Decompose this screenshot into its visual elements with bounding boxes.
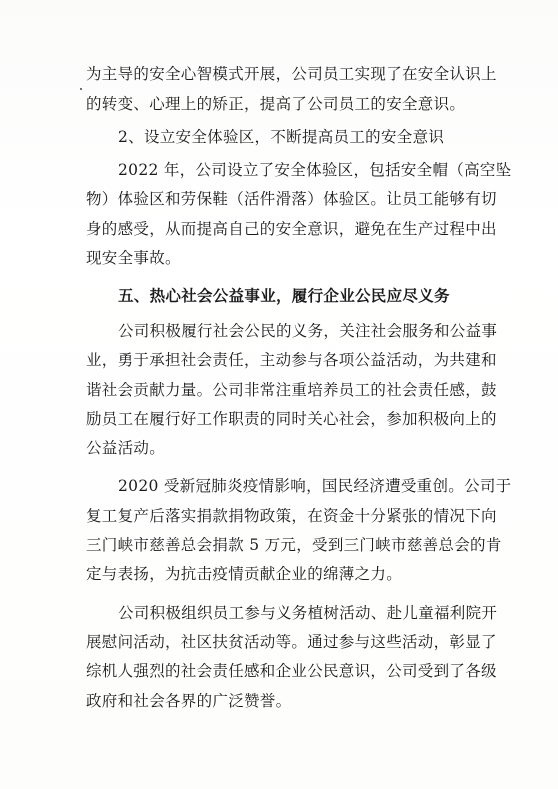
paragraph-line: 业，勇于承担社会责任，主动参与各项公益活动，为共建和 <box>86 351 497 369</box>
paragraph-line: 2020 受新冠肺炎疫情影响，国民经济遭受重创。公司于 <box>118 477 512 495</box>
paragraph-line: 政府和社会各界的广泛赞誉。 <box>86 692 292 710</box>
paragraph-line: 身的感受，从而提高自己的安全意识，避免在生产过程中出 <box>86 220 497 238</box>
paragraph-line: 公益活动。 <box>86 439 166 457</box>
paragraph-line: 展慰问活动，社区扶贫活动等。通过参与这些活动，彰显了 <box>86 633 497 651</box>
paragraph-line: 现安全事故。 <box>86 249 181 267</box>
paragraph-line: 综机人强烈的社会责任感和企业公民意识，公司受到了各级 <box>86 662 497 680</box>
paragraph-line: 复工复产后落实捐款捐物政策，在资金十分紧张的情况下向 <box>86 507 497 525</box>
section-heading: 五、热心社会公益事业，履行企业公民应尽义务 <box>118 286 450 305</box>
paragraph-line: 的转变、心理上的矫正，提高了公司员工的安全意识。 <box>86 95 466 113</box>
paragraph-line: 公司积极履行社会公民的义务，关注社会服务和公益事 <box>118 322 498 340</box>
paragraph-line: 定与表扬，为抗击疫情贡献企业的绵薄之力。 <box>86 565 403 583</box>
paragraph-line: 三门峡市慈善总会捐款 5 万元，受到三门峡市慈善总会的肯 <box>86 536 502 554</box>
paragraph-line: 为主导的安全心智模式开展，公司员工实现了在安全认识上 <box>86 65 497 83</box>
paragraph-line: 谐社会贡献力量。公司非常注重培养员工的社会责任感，鼓 <box>86 381 497 399</box>
subheading: 2、设立安全体验区，不断提高员工的安全意识 <box>118 128 445 146</box>
paragraph-line: 公司积极组织员工参与义务植树活动、赴儿童福利院开 <box>118 604 498 622</box>
paragraph-line: 2022 年，公司设立了安全体验区，包括安全帽（高空坠 <box>118 161 512 179</box>
paragraph-line: 励员工在履行好工作职责的同时关心社会，参加积极向上的 <box>86 410 497 428</box>
paragraph-line: 物）体验区和劳保鞋（活件滑落）体验区。让员工能够有切 <box>86 190 497 208</box>
scan-speck <box>80 88 82 90</box>
